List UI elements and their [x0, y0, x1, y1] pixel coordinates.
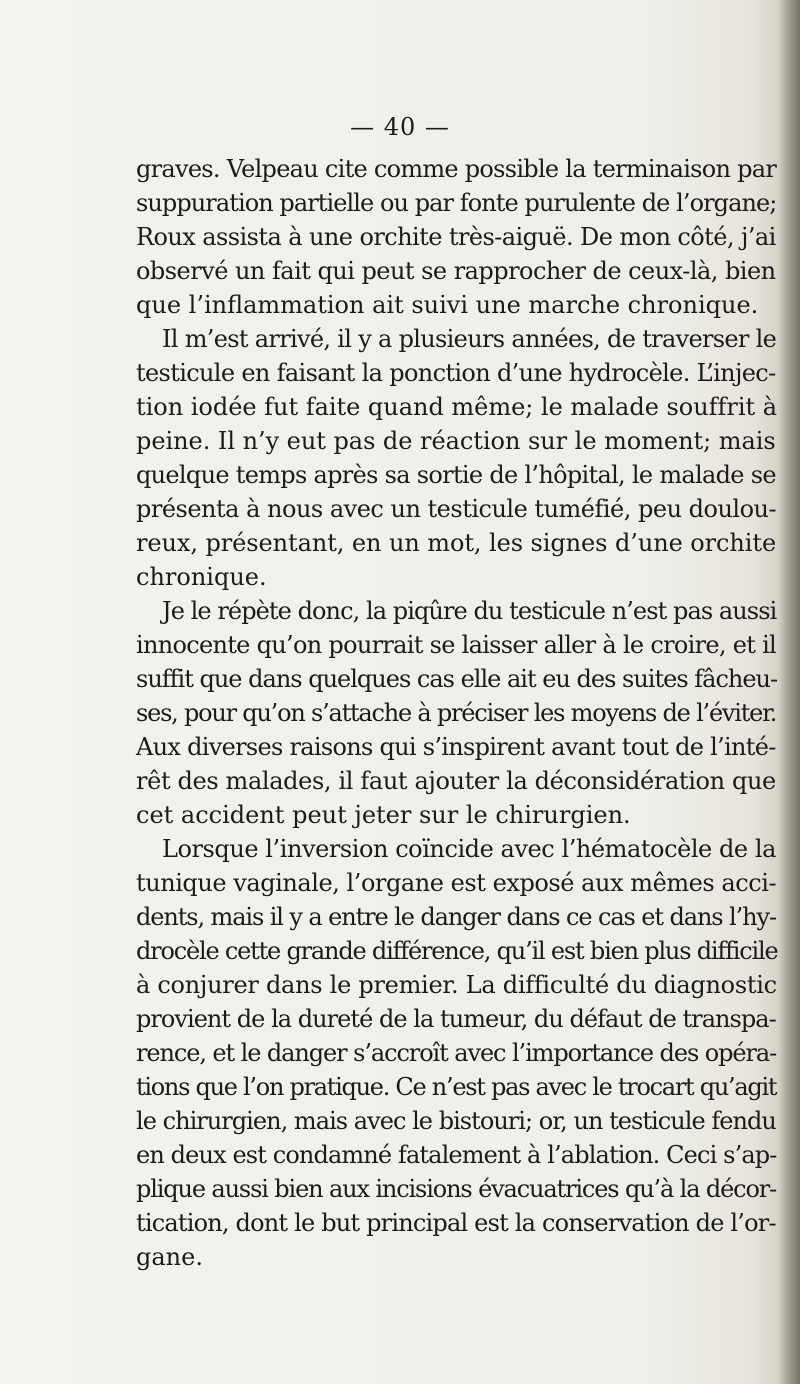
text-line: présenta à nous avec un testicule tuméfié, peu doulou- — [136, 495, 777, 523]
text-line: testicule en faisant la ponction d’une hydrocèle. L’injec- — [136, 359, 776, 387]
body-text — [136, 152, 776, 1274]
page-edge-shadow — [778, 0, 800, 1384]
text-line: tication, dont le but principal est la conservation de l’or- — [136, 1209, 776, 1237]
text-line: que l’inflammation ait suivi une marche chronique. — [136, 291, 759, 319]
text-line: suppuration partielle ou par fonte purulente de l’organe; — [136, 189, 777, 217]
text-line: peine. Il n’y eut pas de réaction sur le moment; mais — [136, 427, 776, 455]
text-line: à conjurer dans le premier. La difficulté du diagnostic — [136, 971, 777, 999]
text-line: drocèle cette grande différence, qu’il est bien plus difficile — [136, 937, 778, 965]
text-line: plique aussi bien aux incisions évacuatrices qu’à la décor- — [136, 1175, 777, 1203]
text-line: tion iodée fut faite quand même; le malade souffrit à — [136, 393, 778, 421]
text-line: rence, et le danger s’accroît avec l’importance des opéra- — [136, 1039, 777, 1067]
text-line: Il m’est arrivé, il y a plusieurs années, de traverser le — [162, 325, 777, 353]
text-line: dents, mais il y a entre le danger dans ce cas et dans l’hy- — [136, 903, 776, 931]
text-line: quelque temps après sa sortie de l’hôpital, le malade se — [136, 461, 776, 489]
text-line: tunique vaginale, l’organe est exposé aux mêmes acci- — [136, 869, 777, 897]
text-line: en deux est condamné fatalement à l’ablation. Ceci s’ap- — [136, 1141, 777, 1169]
text-line: graves. Velpeau cite comme possible la terminaison par — [136, 155, 777, 183]
text-line: provient de la dureté de la tumeur, du défaut de transpa- — [136, 1005, 776, 1033]
text-line: Je le répète donc, la piqûre du testicule n’est pas aussi — [162, 597, 777, 625]
text-line: gane. — [136, 1243, 203, 1271]
text-line: ses, pour qu’on s’attache à préciser les moyens de l’éviter. — [136, 699, 777, 727]
text-line: tions que l’on pratique. Ce n’est pas avec le trocart qu’agit — [136, 1073, 777, 1101]
text-line: le chirurgien, mais avec le bistouri; or, un testicule fendu — [136, 1107, 776, 1135]
text-line: Aux diverses raisons qui s’inspirent avant tout de l’inté- — [136, 733, 776, 761]
text-line: observé un fait qui peut se rapprocher de ceux-là, bien — [136, 257, 776, 285]
text-line: rêt des malades, il faut ajouter la déconsidération que — [136, 767, 776, 795]
text-line: reux, présentant, en un mot, les signes d’une orchite — [136, 529, 777, 557]
text-line: chronique. — [136, 563, 267, 591]
text-line: cet accident peut jeter sur le chirurgien. — [136, 801, 631, 829]
text-line: Roux assista à une orchite très-aiguë. De mon côté, j’ai — [136, 223, 776, 251]
text-line: Lorsque l’inversion coïncide avec l’hématocèle de la — [162, 835, 776, 863]
text-line: suffit que dans quelques cas elle ait eu des suites fâcheu- — [136, 665, 778, 693]
text-line: innocente qu’on pourrait se laisser aller à le croire, et il — [136, 631, 777, 659]
page-number: — 40 — — [350, 113, 450, 141]
